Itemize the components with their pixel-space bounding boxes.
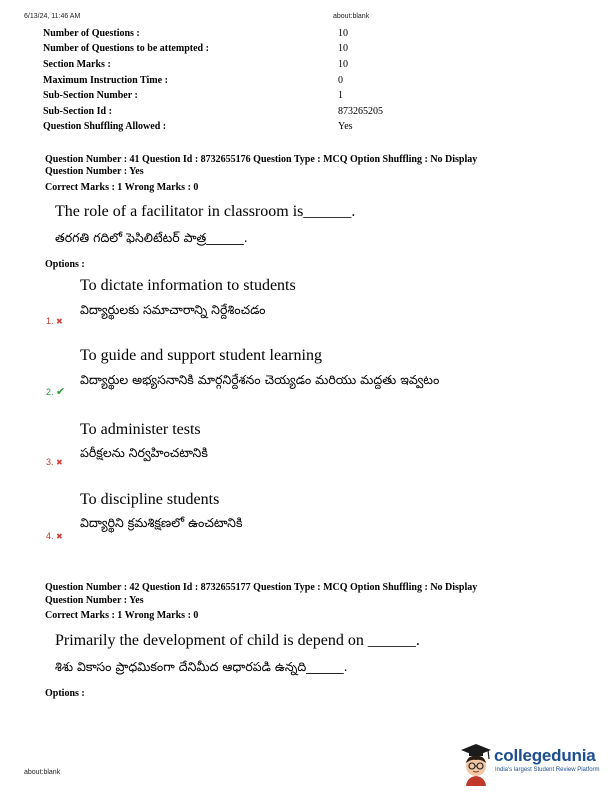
logo-tagline: India's largest Student Review Platform bbox=[495, 767, 600, 773]
wrong-icon: ✖ bbox=[56, 317, 63, 326]
meta-label-shuffling: Question Shuffling Allowed : bbox=[43, 121, 167, 132]
meta-value-to-attempt: 10 bbox=[338, 43, 348, 54]
logo-wordmark: collegedunia bbox=[494, 746, 596, 765]
q41-option-2-number bbox=[46, 385, 65, 398]
q41-marks: Correct Marks : 1 Wrong Marks : 0 bbox=[45, 182, 199, 193]
meta-value-num-questions: 10 bbox=[338, 28, 348, 39]
q41-meta-line: Question Number : 41 Question Id : 8732655176 Question Type : MCQ Option Shuffling : No Display bbox=[45, 154, 478, 165]
wrong-icon: ✖ bbox=[56, 458, 63, 467]
meta-value-instruction-time: 0 bbox=[338, 75, 343, 86]
q41-option-1-english: To dictate information to students bbox=[80, 277, 296, 294]
meta-label-section-marks: Section Marks : bbox=[43, 59, 111, 70]
q42-text-english: Primarily the development of child is depend on ______. bbox=[55, 632, 420, 649]
q41-option-2-label: 2. bbox=[46, 387, 54, 397]
meta-value-subsection-number: 1 bbox=[338, 90, 343, 101]
q41-meta-line-2: Question Number : Yes bbox=[45, 166, 144, 177]
print-url: about:blank bbox=[333, 13, 370, 20]
q41-text-telugu: తరగతి గదిలో ఫెసిలిటేటర్ పాత్ర______. bbox=[55, 230, 248, 245]
q41-text-english: The role of a facilitator in classroom is______. bbox=[55, 203, 356, 220]
q41-option-1-number bbox=[46, 316, 63, 326]
collegedunia-logo bbox=[458, 742, 610, 788]
wrong-icon: ✖ bbox=[56, 532, 63, 541]
q41-option-3-label: 3. bbox=[46, 457, 54, 467]
print-datetime: 6/13/24, 11:46 AM bbox=[24, 13, 81, 20]
q42-meta-line-2: Question Number : Yes bbox=[45, 595, 144, 606]
mascot-icon bbox=[458, 742, 494, 786]
q41-option-4-telugu: విద్యార్థిని క్రమశిక్షణలో ఉంచటానికి bbox=[80, 515, 243, 530]
meta-label-subsection-id: Sub-Section Id : bbox=[43, 106, 112, 117]
q41-option-1-telugu: విద్యార్థులకు సమాచారాన్ని నిర్దేశించడం bbox=[80, 302, 266, 317]
meta-value-section-marks: 10 bbox=[338, 59, 348, 70]
q42-marks: Correct Marks : 1 Wrong Marks : 0 bbox=[45, 610, 199, 621]
q41-option-2-english: To guide and support student learning bbox=[80, 347, 322, 364]
meta-label-instruction-time: Maximum Instruction Time : bbox=[43, 75, 168, 86]
q42-meta-line: Question Number : 42 Question Id : 8732655177 Question Type : MCQ Option Shuffling : No Display bbox=[45, 582, 478, 593]
q42-text-telugu: శిశు వికాసం ప్రాధమికంగా దేనిమీద ఆధారపడి ఉన్నది______. bbox=[55, 659, 348, 674]
footer-url: about:blank bbox=[24, 769, 61, 776]
q42-options-label: Options : bbox=[45, 688, 85, 699]
q41-option-3-english: To administer tests bbox=[80, 421, 201, 438]
q41-option-4-english: To discipline students bbox=[80, 491, 220, 508]
q41-option-4-number bbox=[46, 531, 63, 541]
q41-option-3-telugu: పరీక్షలను నిర్వహించటానికి bbox=[80, 445, 208, 460]
q41-option-3-number bbox=[46, 457, 63, 467]
q41-options-label: Options : bbox=[45, 259, 85, 270]
correct-icon: ✔ bbox=[56, 386, 66, 398]
q41-option-1-label: 1. bbox=[46, 316, 54, 326]
meta-label-to-attempt: Number of Questions to be attempted : bbox=[43, 43, 209, 54]
meta-value-shuffling: Yes bbox=[338, 121, 353, 132]
q41-option-4-label: 4. bbox=[46, 531, 54, 541]
meta-label-num-questions: Number of Questions : bbox=[43, 28, 140, 39]
meta-value-subsection-id: 873265205 bbox=[338, 106, 383, 117]
meta-label-subsection-number: Sub-Section Number : bbox=[43, 90, 138, 101]
q41-option-2-telugu: విద్యార్థుల అభ్యసనానికి మార్గనిర్దేశనం చెయ్యడం మరియు మద్దతు ఇవ్వటం bbox=[80, 372, 440, 387]
